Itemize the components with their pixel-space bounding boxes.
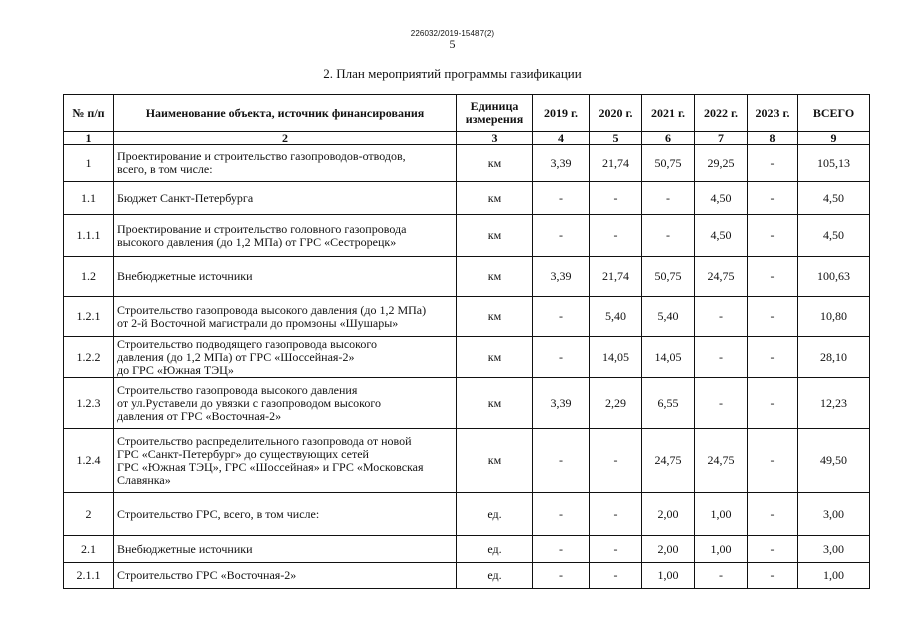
unit: ед. xyxy=(457,536,533,563)
table-row xyxy=(64,297,870,337)
table-row xyxy=(64,536,870,563)
row-number: 1.2.2 xyxy=(64,337,114,378)
table-row xyxy=(64,257,870,297)
row-number: 1 xyxy=(64,145,114,182)
value-2023: - xyxy=(748,429,798,493)
value-2022: - xyxy=(695,297,748,337)
value-2022: 1,00 xyxy=(695,493,748,536)
col-header-2023: 2023 г. xyxy=(748,95,798,132)
value-2021: 6,55 xyxy=(642,378,695,429)
value-2023: - xyxy=(748,563,798,589)
object-name: Бюджет Санкт-Петербурга xyxy=(114,182,457,215)
value-total: 4,50 xyxy=(798,182,870,215)
section-title: 2. План мероприятий программы газификации xyxy=(323,66,582,81)
value-2022: - xyxy=(695,378,748,429)
value-2021: - xyxy=(642,215,695,257)
value-2022: 29,25 xyxy=(695,145,748,182)
object-name: Строительство ГРС, всего, в том числе: xyxy=(114,493,457,536)
row-number: 1.2.3 xyxy=(64,378,114,429)
value-2019: - xyxy=(533,563,590,589)
unit: км xyxy=(457,145,533,182)
value-2021: 2,00 xyxy=(642,493,695,536)
value-2019: - xyxy=(533,429,590,493)
row-number: 2.1 xyxy=(64,536,114,563)
value-total: 4,50 xyxy=(798,215,870,257)
value-2023: - xyxy=(748,297,798,337)
value-2023: - xyxy=(748,182,798,215)
table-row xyxy=(64,429,870,493)
value-2023: - xyxy=(748,493,798,536)
unit: ед. xyxy=(457,563,533,589)
value-total: 100,63 xyxy=(798,257,870,297)
value-total: 1,00 xyxy=(798,563,870,589)
unit: км xyxy=(457,429,533,493)
col-header-name: Наименование объекта, источник финансирования xyxy=(114,95,457,132)
col-number: 9 xyxy=(798,132,870,145)
row-number: 1.2 xyxy=(64,257,114,297)
unit: км xyxy=(457,215,533,257)
page-number: 5 xyxy=(449,37,456,51)
row-number: 1.2.1 xyxy=(64,297,114,337)
value-2020: 14,05 xyxy=(590,337,642,378)
value-2021: 50,75 xyxy=(642,257,695,297)
unit: км xyxy=(457,337,533,378)
col-header-2021: 2021 г. xyxy=(642,95,695,132)
value-total: 12,23 xyxy=(798,378,870,429)
col-header-2022: 2022 г. xyxy=(695,95,748,132)
unit: км xyxy=(457,297,533,337)
value-2019: - xyxy=(533,536,590,563)
col-header-unit: Единица измерения xyxy=(457,95,533,132)
row-number: 1.1.1 xyxy=(64,215,114,257)
row-number: 2 xyxy=(64,493,114,536)
object-name: Проектирование и строительство головного газопровода высокого давления (до 1,2 МПа) от ГРС «Сестрорецк» xyxy=(114,215,457,257)
value-total: 3,00 xyxy=(798,493,870,536)
table-body xyxy=(64,145,870,589)
table-row xyxy=(64,145,870,182)
value-2019: - xyxy=(533,215,590,257)
value-2021: 5,40 xyxy=(642,297,695,337)
table-row xyxy=(64,182,870,215)
unit: км xyxy=(457,257,533,297)
unit: ед. xyxy=(457,493,533,536)
value-2022: 4,50 xyxy=(695,182,748,215)
value-2020: - xyxy=(590,536,642,563)
table-row xyxy=(64,378,870,429)
value-2020: - xyxy=(590,429,642,493)
col-number: 2 xyxy=(114,132,457,145)
value-2019: - xyxy=(533,337,590,378)
value-2020: - xyxy=(590,493,642,536)
table-row xyxy=(64,493,870,536)
value-2020: 21,74 xyxy=(590,145,642,182)
value-2021: - xyxy=(642,182,695,215)
object-name: Внебюджетные источники xyxy=(114,536,457,563)
value-2021: 24,75 xyxy=(642,429,695,493)
value-2020: 5,40 xyxy=(590,297,642,337)
object-name: Строительство подводящего газопровода высокого давления (до 1,2 МПа) от ГРС «Шоссейная-2» до ГРС «Южная ТЭЦ» xyxy=(114,337,457,378)
value-2019: 3,39 xyxy=(533,257,590,297)
col-number: 4 xyxy=(533,132,590,145)
value-2022: 4,50 xyxy=(695,215,748,257)
value-2023: - xyxy=(748,145,798,182)
table-row xyxy=(64,337,870,378)
row-number: 2.1.1 xyxy=(64,563,114,589)
unit: км xyxy=(457,182,533,215)
value-2020: - xyxy=(590,182,642,215)
value-2019: - xyxy=(533,297,590,337)
document-number: 226032/2019-15487(2) xyxy=(410,29,495,38)
value-2023: - xyxy=(748,378,798,429)
column-number-row xyxy=(64,132,870,145)
table-row xyxy=(64,563,870,589)
col-number: 6 xyxy=(642,132,695,145)
col-header-total: ВСЕГО xyxy=(798,95,870,132)
value-2022: 1,00 xyxy=(695,536,748,563)
value-total: 10,80 xyxy=(798,297,870,337)
col-number: 3 xyxy=(457,132,533,145)
value-2021: 14,05 xyxy=(642,337,695,378)
value-2020: - xyxy=(590,215,642,257)
col-header-2020: 2020 г. xyxy=(590,95,642,132)
gasification-plan-table xyxy=(63,94,870,589)
value-2022: 24,75 xyxy=(695,429,748,493)
col-number: 8 xyxy=(748,132,798,145)
value-2019: 3,39 xyxy=(533,378,590,429)
object-name: Строительство распределительного газопровода от новой ГРС «Санкт-Петербург» до существующих сетей ГРС «Южная ТЭЦ», ГРС «Шоссейная» и ГРС «Московская Славянка» xyxy=(114,429,457,493)
object-name: Строительство газопровода высокого давления (до 1,2 МПа) от 2-й Восточной магистрали до промзоны «Шушары» xyxy=(114,297,457,337)
object-name: Внебюджетные источники xyxy=(114,257,457,297)
col-number: 1 xyxy=(64,132,114,145)
value-total: 49,50 xyxy=(798,429,870,493)
value-2021: 50,75 xyxy=(642,145,695,182)
object-name: Строительство ГРС «Восточная-2» xyxy=(114,563,457,589)
value-2023: - xyxy=(748,257,798,297)
table-row xyxy=(64,215,870,257)
value-2019: - xyxy=(533,182,590,215)
value-2022: 24,75 xyxy=(695,257,748,297)
value-2019: 3,39 xyxy=(533,145,590,182)
value-2023: - xyxy=(748,337,798,378)
row-number: 1.2.4 xyxy=(64,429,114,493)
value-total: 28,10 xyxy=(798,337,870,378)
value-2019: - xyxy=(533,493,590,536)
header-row xyxy=(64,95,870,132)
value-2023: - xyxy=(748,215,798,257)
col-header-num: № п/п xyxy=(64,95,114,132)
value-2023: - xyxy=(748,536,798,563)
value-2021: 2,00 xyxy=(642,536,695,563)
value-2021: 1,00 xyxy=(642,563,695,589)
value-2020: - xyxy=(590,563,642,589)
object-name: Строительство газопровода высокого давления от ул.Руставели до увязки с газопроводом высокого давления от ГРС «Восточная-2» xyxy=(114,378,457,429)
col-header-2019: 2019 г. xyxy=(533,95,590,132)
value-2020: 21,74 xyxy=(590,257,642,297)
value-2022: - xyxy=(695,563,748,589)
col-number: 7 xyxy=(695,132,748,145)
value-total: 105,13 xyxy=(798,145,870,182)
col-number: 5 xyxy=(590,132,642,145)
unit: км xyxy=(457,378,533,429)
object-name: Проектирование и строительство газопроводов-отводов, всего, в том числе: xyxy=(114,145,457,182)
row-number: 1.1 xyxy=(64,182,114,215)
value-total: 3,00 xyxy=(798,536,870,563)
value-2020: 2,29 xyxy=(590,378,642,429)
value-2022: - xyxy=(695,337,748,378)
